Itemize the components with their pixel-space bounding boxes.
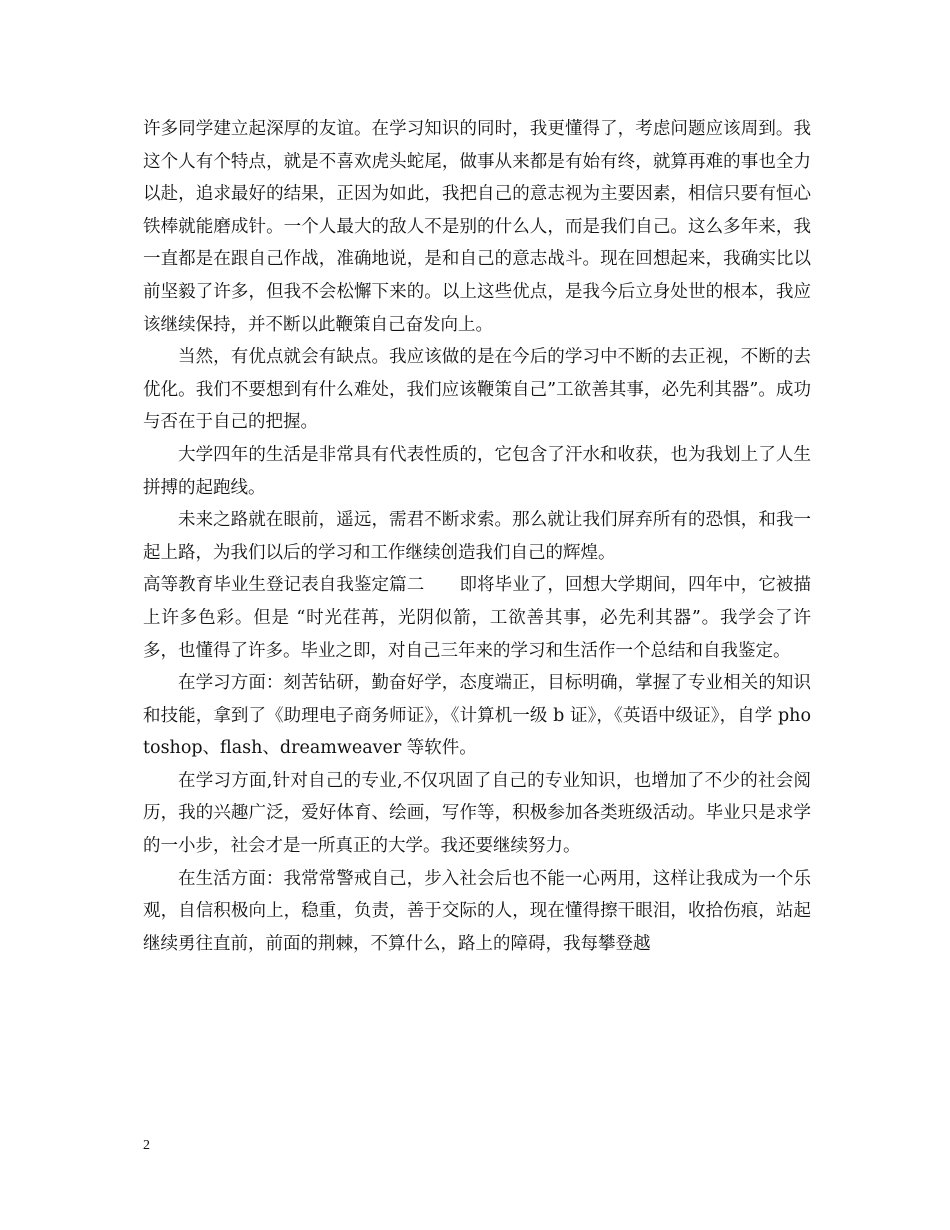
paragraph-5-section-heading: 高等教育毕业生登记表自我鉴定篇二 即将毕业了，回想大学期间，四年中，它被描上许多色彩。但是 “时光荏苒，光阴似箭，工欲善其事，必先利其器”。我学会了许多，也懂得了许多。毕业之即，对自己三年来的学习和生活作一个总结和自我鉴定。 (143, 575, 812, 661)
paragraph-7: 在学习方面,针对自己的专业,不仅巩固了自己的专业知识，也增加了不少的社会阅历，我的兴趣广泛，爱好体育、绘画，写作等，积极参加各类班级活动。毕业只是求学的一小步，社会才是一所真正的大学。我还要继续努力。 (143, 770, 811, 857)
paragraph-8: 在生活方面：我常常警戒自己，步入社会后也不能一心两用，这样让我成为一个乐观，自信积极向上，稳重，负责，善于交际的人，现在懂得擦干眼泪，收拾伤痕，站起继续勇往直前，前面的荆棘，不算什么，路上的障碍，我每攀登越 (143, 868, 811, 954)
paragraph-3: 大学四年的生活是非常具有代表性质的，它包含了汗水和收获，也为我划上了人生拼搏的起跑线。 (143, 444, 811, 498)
document-body (143, 113, 811, 960)
paragraph-2: 当然，有优点就会有缺点。我应该做的是在今后的学习中不断的去正视，不断的去优化。我们不要想到有什么难处，我们应该鞭策自己”工欲善其事，必先利其器”。成功与否在于自己的把握。 (143, 347, 811, 433)
paragraph-4: 未来之路就在眼前，遥远，需君不断求索。那么就让我们屏弃所有的恐惧，和我一起上路，为我们以后的学习和工作继续创造我们自己的辉煌。 (143, 510, 811, 563)
paragraph-1: 许多同学建立起深厚的友谊。在学习知识的同时，我更懂得了，考虑问题应该周到。我这个人有个特点，就是不喜欢虎头蛇尾，做事从来都是有始有终，就算再难的事也全力以赴，追求最好的结果，正因为如此，我把自己的意志视为主要因素，相信只要有恒心铁棒就能磨成针。一个人最大的敌人不是别的什么人，而是我们自己。这么多年来，我一直都是在跟自己作战，准确地说，是和自己的意志战斗。现在回想起来，我确实比以前坚毅了许多，但我不会松懈下来的。以上这些优点，是我今后立身处世的根本，我应该继续保持，并不断以此鞭策自己奋发向上。 (143, 119, 811, 335)
page-number: 2 (143, 1138, 150, 1153)
paragraph-6: 在学习方面：刻苦钻研，勤奋好学，态度端正，目标明确，掌握了专业相关的知识和技能，拿到了《助理电子商务师证》，《计算机一级 b 证》，《英语中级证》，自学 photoshop、flash、dreamweaver 等软件。 (143, 673, 811, 759)
